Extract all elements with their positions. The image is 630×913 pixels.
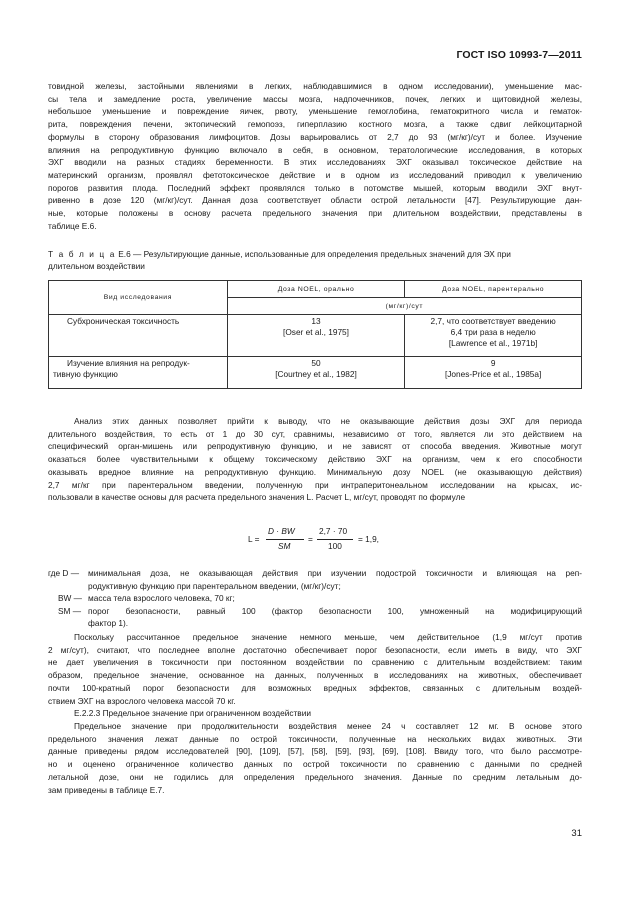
definition-term: где D —	[48, 568, 80, 578]
text-line: материнский организм, проявлял фетотоксическое действие и в одном из исследований приводил к увеличению	[48, 169, 582, 180]
text-line: товидной железы, застойными явлениями в легких, наблюдавшимися в одном исследовании), уменьшение мас-	[48, 81, 582, 91]
text-line: ЭХГ вводили на разных стадиях беременности. В этих исследованиях ЭХГ оказывал токсическое действие на	[48, 157, 582, 168]
definition-body	[48, 605, 582, 630]
table-caption	[48, 248, 588, 272]
text-line: Поскольку рассчитанное предельное значение немного меньше, чем действительное (1,9 мг/сут против	[74, 632, 582, 642]
text-line: порог безопасности, равный 100 (фактор безопасности 100, умноженный на модифицирующий	[88, 605, 582, 616]
text-line: формулы в сторону образования лимфоцитов. Дозы варьировались от 2,7 до 93 (мг/кг)/сут и более. Изучение	[48, 131, 582, 142]
text-line: образом, предельное значение, основанное на данных, полученных в исследованиях на животных, обеспечивает	[48, 670, 582, 681]
definition-term: SM —	[58, 605, 82, 616]
text-line: специфический орган-мишень или репродуктивную функцию, и не зависят от способа введения. Животные могут	[48, 441, 582, 452]
text-line: фактор 1).	[88, 618, 129, 629]
paragraph-limited-exposure	[48, 720, 582, 796]
text-line: влияния на репродуктивную функцию включало в себя, в основном, тератологические исследования, в которых	[48, 144, 582, 155]
cell-study: Субхроническая токсичность	[49, 315, 228, 357]
text-line: таблице Е.6.	[48, 220, 97, 231]
text-line: Предельное значение при продолжительности воздействия менее 24 ч составляет 12 мг. В основе этого	[74, 721, 582, 731]
text-line: минимальная доза, не оказывающая действия при изучении подострой токсичности и влияющая на реп-	[88, 568, 582, 578]
formula-equals: =	[308, 534, 313, 544]
limit-formula	[248, 525, 388, 555]
text-line: пользовали в качестве основы для расчета предельного значения L. Расчет L, мг/сут, проводят по формуле	[48, 492, 466, 503]
cell-parenteral: 9 [Jones-Price et al., 1985a]	[405, 357, 582, 389]
text-line: 2,7 мг/кг при парентеральном введении, полученную при интраперитонеальном исследовании на крысах, ис-	[48, 479, 582, 490]
definitions-list	[48, 567, 582, 630]
standard-header: ГОСТ ISO 10993-7—2011	[456, 49, 582, 61]
cell-oral: 50 [Courtney et al., 1982]	[227, 357, 405, 389]
text-line: данные приведены рядом исследователей [90], [109], [57], [58], [59], [93], [69], [108]. Ввиду того, что было рассмотре-	[48, 746, 582, 757]
header-units: (мг/кг)/сут	[227, 298, 581, 315]
paragraph-conclusion	[48, 631, 582, 707]
cell-parenteral: 2,7, что соответствует введению 6,4 три раза в неделю [Lawrence et al., 1971b]	[405, 315, 582, 357]
table-row	[49, 315, 582, 357]
text-line: масса тела взрослого человека, 70 кг;	[88, 593, 235, 604]
text-line: не дает увеличения в токсичности при постоянном воздействии по сравнению с длительным воздействием: таким	[48, 657, 582, 668]
table-row	[49, 357, 582, 389]
section-heading: Е.2.2.3 Предельное значение при ограниченном воздействии	[74, 708, 311, 718]
definition-term: BW —	[58, 593, 82, 604]
table-caption-word: Т а б л и ц а	[48, 249, 116, 259]
text-line: почти 100-кратный порог безопасности для возможных вредных эффектов, связанных с длительным воздей-	[48, 682, 582, 693]
table-caption-line1: Е.6 — Результирующие данные, использованные для определения предельных значений для ЭХ при	[118, 249, 511, 259]
text-line: рита, повреждения печени, эктопический гемопоэз, гиперплазию костного мозга, а также сдвиг лейкоцитарной	[48, 119, 582, 130]
text-line: оказывать вредное влияние на репродуктивную функцию. Минимальную дозу NOEL (не оказывающую действия)	[48, 466, 582, 477]
formula-numerator-1: D · BW	[268, 526, 295, 536]
definition-item	[48, 592, 582, 605]
formula-denominator-1: SM	[278, 541, 291, 551]
header-parenteral-dose: Доза NOEL, парентерально	[405, 281, 582, 298]
definition-item	[48, 567, 582, 592]
definition-body	[48, 592, 582, 605]
text-line: оказаться более чувствительными к общему токсическому действию ЭХГ на организм, чем к его способности	[48, 454, 582, 465]
text-line: длительного воздействия, то есть от 1 до 30 сут, сравнимы, независимо от того, является ли это действием на	[48, 428, 582, 439]
paragraph-analysis	[48, 415, 582, 504]
text-line: небольшое уменьшение и повреждение яичек, рвоту, уменьшение гемоглобина, гематокритного числа и гематок-	[48, 106, 582, 117]
text-line: сы тела и замедление роста, увеличение массы мозга, надпочечников, почек, легких и щитовидной железы,	[48, 93, 582, 104]
text-line: предельного значения лежат данные по острой токсичности, полученные на нескольких видах животных. Эти	[48, 733, 582, 744]
header-study-type: Вид исследования	[49, 281, 228, 315]
text-line: ные, которые положены в основу расчета предельного значения при длительном воздействии, представлены в	[48, 208, 582, 219]
header-oral-dose: Доза NOEL, орально	[227, 281, 405, 298]
fraction-bar	[266, 539, 304, 540]
cell-study: Изучение влияния на репродук- тивную функцию	[49, 357, 228, 389]
page-number: 31	[571, 828, 582, 839]
table-caption-line2: длительном воздействии	[48, 261, 145, 271]
text-line: ствием ЭХГ на взрослого человека массой 70 кг.	[48, 695, 236, 706]
formula-lhs: L =	[248, 534, 260, 544]
text-line: но и оценено ограниченное количество данных по острой токсичности по сравнению с данными по средней	[48, 759, 582, 770]
text-line: Анализ этих данных позволяет прийти к выводу, что не оказывающие действия дозы ЭХГ для периода	[74, 416, 582, 426]
fraction-bar	[317, 539, 353, 540]
formula-numerator-2: 2,7 · 70	[319, 526, 348, 536]
text-line: родуктивную функцию при парентеральном введении, (мг/кг)/сут;	[88, 580, 341, 591]
definition-item	[48, 605, 582, 630]
cell-oral: 13 [Oser et al., 1975]	[227, 315, 405, 357]
text-line: летальной дозе, они не годились для определения предельного значения. Данные по средним летальным до-	[48, 771, 582, 782]
definition-body	[48, 567, 582, 592]
text-line: ривенно в дозе 120 (мг/кг)/сут. Данная доза соответствует области острой летальности [47]. Результирующие дан-	[48, 195, 582, 206]
paragraph-toxicity-effects	[48, 80, 582, 232]
text-line: 2 мг/сут), считают, что последнее вполне достаточно обеспечивает порог безопасности, если иметь в виду, что ЭХГ	[48, 644, 582, 655]
formula-denominator-2: 100	[328, 541, 342, 551]
text-line: зам приведены в таблице Е.7.	[48, 784, 165, 795]
formula-result: = 1,9,	[358, 534, 379, 544]
text-line: порогов развития плода. Последний эффект проявлялся только в потомстве мышей, которым вводили ЭХГ внут-	[48, 182, 582, 193]
noel-table	[48, 280, 582, 389]
